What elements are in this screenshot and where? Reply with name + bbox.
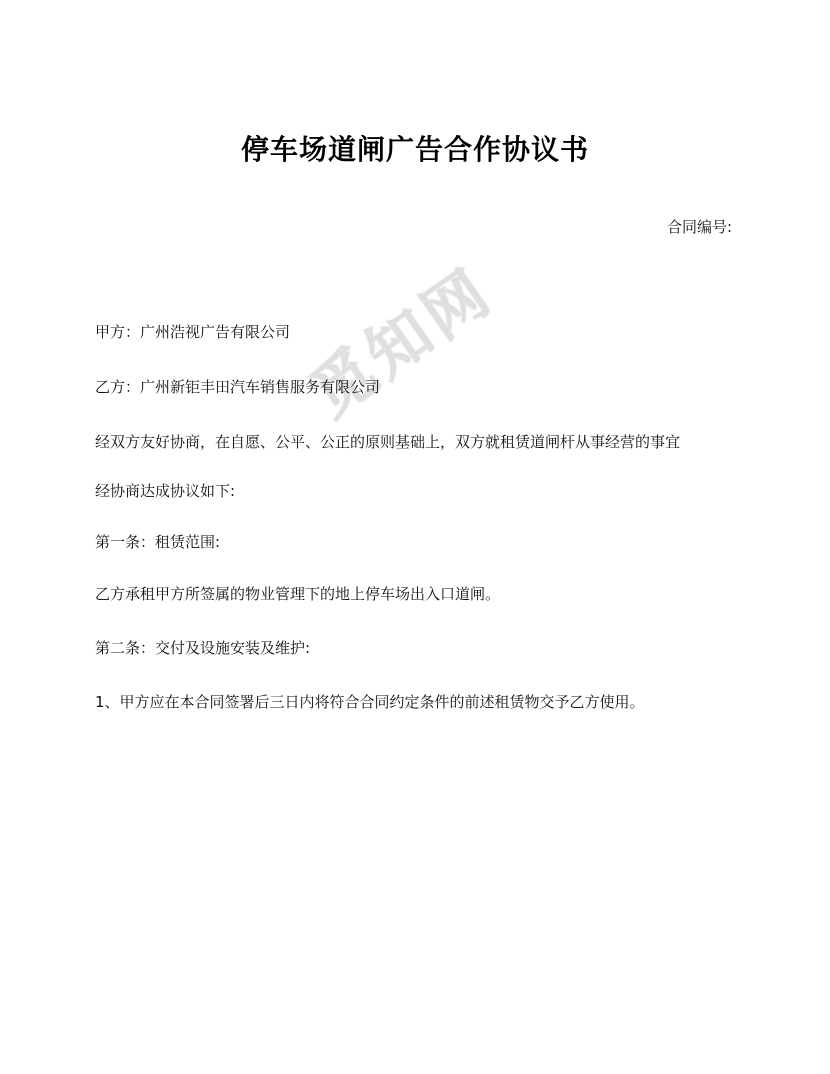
preamble-line-1: 经双方友好协商，在自愿、公平、公正的原则基础上，双方就租赁道闸杆从事经营的事宜: [95, 433, 681, 451]
watermark: 觅知网: [297, 253, 507, 431]
article-2-clause-1: 1、甲方应在本合同签署后三日内将符合合同约定条件的前述租赁物交予乙方使用。: [95, 693, 645, 711]
document-title: 停车场道闸广告合作协议书: [240, 133, 589, 166]
article-2-heading: 第二条：交付及设施安装及维护:: [95, 639, 311, 657]
preamble-line-2: 经协商达成协议如下:: [95, 482, 236, 500]
article-1-heading: 第一条：租赁范围:: [95, 533, 221, 551]
article-1-body: 乙方承租甲方所签属的物业管理下的地上停车场出入口道闸。: [95, 585, 501, 603]
contract-number-label: 合同编号:: [666, 218, 732, 236]
party-b-line: 乙方：广州新钜丰田汽车销售服务有限公司: [95, 378, 381, 396]
party-a-line: 甲方：广州浩视广告有限公司: [95, 323, 291, 341]
